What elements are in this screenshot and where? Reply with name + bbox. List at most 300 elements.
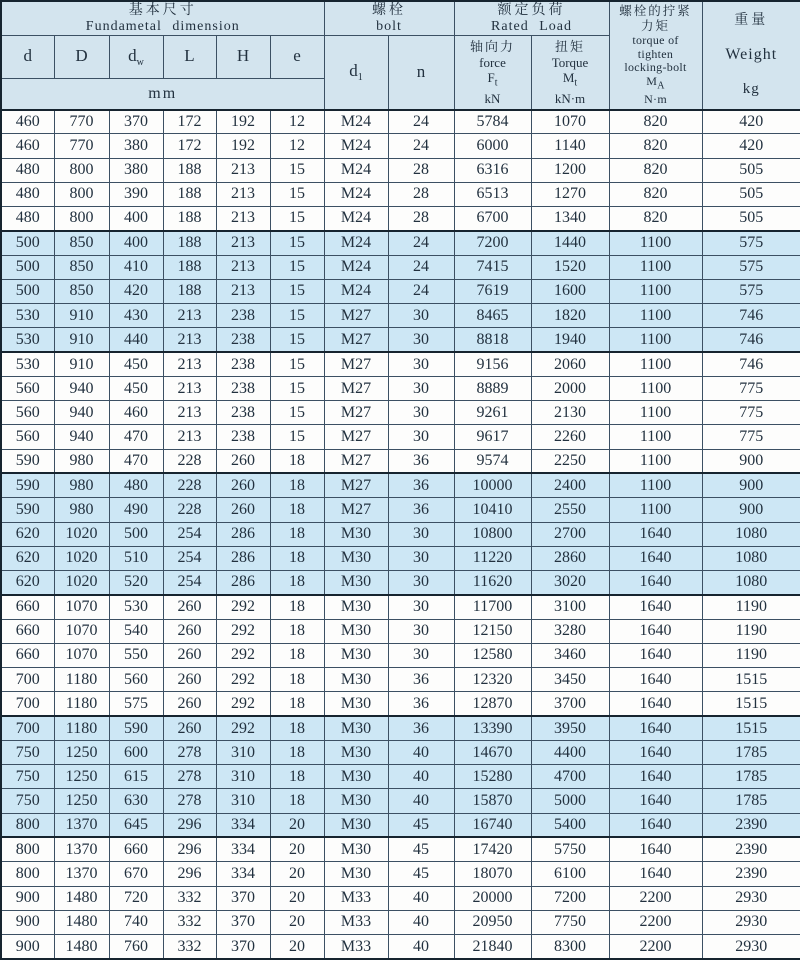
table-cell: 900 <box>702 473 800 497</box>
table-cell: 30 <box>388 304 454 328</box>
table-cell: 30 <box>388 376 454 400</box>
table-cell: 530 <box>109 595 163 619</box>
table-cell: 36 <box>388 668 454 692</box>
table-cell: 660 <box>1 643 54 667</box>
table-cell: 600 <box>109 740 163 764</box>
table-row <box>1 158 800 182</box>
table-cell: 420 <box>109 279 163 303</box>
table-cell: 1640 <box>609 595 702 619</box>
table-cell: 1070 <box>54 643 109 667</box>
table-cell: 575 <box>702 231 800 255</box>
table-cell: M33 <box>324 886 388 910</box>
table-cell: 8889 <box>454 376 531 400</box>
table-cell: 750 <box>1 765 54 789</box>
table-cell: 770 <box>54 134 109 158</box>
table-cell: 40 <box>388 935 454 959</box>
table-cell: 10800 <box>454 522 531 546</box>
table-row <box>1 473 800 497</box>
table-cell: M30 <box>324 716 388 740</box>
table-cell: 980 <box>54 473 109 497</box>
table-cell: 380 <box>109 134 163 158</box>
table-cell: 1100 <box>609 401 702 425</box>
table-cell: 238 <box>216 304 270 328</box>
table-cell: 980 <box>54 498 109 522</box>
table-cell: 450 <box>109 352 163 376</box>
table-cell: 2930 <box>702 935 800 959</box>
table-cell: 213 <box>216 207 270 231</box>
table-cell: 213 <box>216 255 270 279</box>
table-row <box>1 765 800 789</box>
table-cell: 12870 <box>454 692 531 716</box>
table-cell: 2200 <box>609 935 702 959</box>
table-cell: 700 <box>1 692 54 716</box>
table-cell: 228 <box>163 498 216 522</box>
header-basic-zh: 基本尺寸 <box>128 3 197 18</box>
table-cell: 1640 <box>609 740 702 764</box>
table-cell: 645 <box>109 813 163 837</box>
table-cell: 940 <box>54 425 109 449</box>
table-cell: 254 <box>163 571 216 595</box>
table-cell: 1640 <box>609 862 702 886</box>
table-cell: 560 <box>1 401 54 425</box>
table-cell: 15 <box>270 231 324 255</box>
table-cell: 30 <box>388 522 454 546</box>
table-cell: 28 <box>388 158 454 182</box>
table-row <box>1 837 800 861</box>
table-cell: 188 <box>163 182 216 206</box>
table-cell: M30 <box>324 765 388 789</box>
table-cell: 1640 <box>609 668 702 692</box>
table-cell: 172 <box>163 110 216 134</box>
weight-unit: kg <box>742 80 760 97</box>
table-cell: 192 <box>216 134 270 158</box>
locking-zh-line1: 螺栓的拧紧 <box>619 4 692 19</box>
table-cell: 11620 <box>454 571 531 595</box>
table-cell: 850 <box>54 255 109 279</box>
table-cell: 746 <box>702 304 800 328</box>
table-cell: 188 <box>163 231 216 255</box>
table-cell: 746 <box>702 352 800 376</box>
table-cell: 20 <box>270 935 324 959</box>
table-cell: 14670 <box>454 740 531 764</box>
table-cell: M30 <box>324 595 388 619</box>
table-cell: M27 <box>324 449 388 473</box>
table-cell: 1480 <box>54 910 109 934</box>
table-row <box>1 910 800 934</box>
table-cell: 3100 <box>531 595 609 619</box>
table-cell: 10000 <box>454 473 531 497</box>
table-row <box>1 789 800 813</box>
table-cell: 900 <box>1 886 54 910</box>
table-cell: 18 <box>270 765 324 789</box>
table-cell: 213 <box>163 352 216 376</box>
table-cell: 820 <box>609 158 702 182</box>
table-cell: 228 <box>163 473 216 497</box>
table-cell: 530 <box>1 352 54 376</box>
table-cell: 620 <box>1 546 54 570</box>
locking-zh-line2: 力矩 <box>641 19 671 34</box>
table-cell: 910 <box>54 328 109 352</box>
table-cell: 45 <box>388 837 454 861</box>
table-cell: 1515 <box>702 692 800 716</box>
table-cell: 2000 <box>531 376 609 400</box>
table-cell: 480 <box>1 207 54 231</box>
table-cell: 292 <box>216 643 270 667</box>
table-cell: 12 <box>270 134 324 158</box>
table-cell: 40 <box>388 910 454 934</box>
table-cell: 36 <box>388 692 454 716</box>
table-cell: 775 <box>702 401 800 425</box>
header-group-rated-load <box>454 1 609 36</box>
table-cell: 5000 <box>531 789 609 813</box>
locking-unit: N·m <box>644 91 667 106</box>
table-cell: 1440 <box>531 231 609 255</box>
table-cell: 332 <box>163 910 216 934</box>
table-cell: 16740 <box>454 813 531 837</box>
table-cell: 30 <box>388 352 454 376</box>
table-cell: M30 <box>324 522 388 546</box>
header-load-en: Rated Load <box>491 19 572 34</box>
table-cell: M27 <box>324 401 388 425</box>
table-cell: 18 <box>270 716 324 740</box>
table-cell: 238 <box>216 352 270 376</box>
table-cell: 1070 <box>531 110 609 134</box>
table-cell: 15 <box>270 401 324 425</box>
table-cell: 510 <box>109 546 163 570</box>
table-cell: 20 <box>270 862 324 886</box>
table-cell: 286 <box>216 546 270 570</box>
table-cell: 24 <box>388 231 454 255</box>
table-cell: 505 <box>702 207 800 231</box>
table-row <box>1 522 800 546</box>
table-cell: 30 <box>388 546 454 570</box>
table-cell: 15 <box>270 352 324 376</box>
table-cell: 370 <box>216 935 270 959</box>
table-cell: 1640 <box>609 619 702 643</box>
table-cell: 2390 <box>702 862 800 886</box>
table-cell: 2250 <box>531 449 609 473</box>
table-row <box>1 182 800 206</box>
table-cell: 8300 <box>531 935 609 959</box>
table-cell: 820 <box>609 110 702 134</box>
header-load-zh: 额定负荷 <box>497 3 566 18</box>
table-cell: 750 <box>1 740 54 764</box>
table-cell: M24 <box>324 231 388 255</box>
table-cell: 746 <box>702 328 800 352</box>
table-cell: 400 <box>109 231 163 255</box>
table-cell: 1080 <box>702 571 800 595</box>
table-cell: 213 <box>163 425 216 449</box>
header-col-torque <box>531 36 609 110</box>
table-cell: 1100 <box>609 231 702 255</box>
table-cell: 910 <box>54 304 109 328</box>
table-cell: 820 <box>609 182 702 206</box>
table-cell: 2130 <box>531 401 609 425</box>
table-cell: 1100 <box>609 304 702 328</box>
table-cell: 5750 <box>531 837 609 861</box>
table-row <box>1 401 800 425</box>
table-cell: 660 <box>109 837 163 861</box>
table-cell: 560 <box>1 425 54 449</box>
table-cell: M30 <box>324 789 388 813</box>
table-cell: 238 <box>216 401 270 425</box>
table-cell: 213 <box>163 401 216 425</box>
table-cell: M33 <box>324 935 388 959</box>
table-cell: 286 <box>216 571 270 595</box>
table-cell: 278 <box>163 789 216 813</box>
table-cell: 1640 <box>609 789 702 813</box>
table-cell: 18 <box>270 740 324 764</box>
table-cell: 500 <box>1 255 54 279</box>
table-cell: 470 <box>109 449 163 473</box>
table-cell: 550 <box>109 643 163 667</box>
table-cell: 440 <box>109 328 163 352</box>
table-cell: 12 <box>270 110 324 134</box>
table-row <box>1 716 800 740</box>
table-cell: 18 <box>270 449 324 473</box>
table-cell: 460 <box>1 134 54 158</box>
table-cell: 30 <box>388 643 454 667</box>
table-cell: 36 <box>388 473 454 497</box>
table-row <box>1 862 800 886</box>
torque-en: Torque <box>551 54 589 70</box>
table-cell: 1480 <box>54 935 109 959</box>
table-cell: 480 <box>1 158 54 182</box>
header-basic-en: Fundametal dimension <box>85 19 240 34</box>
table-cell: M30 <box>324 862 388 886</box>
table-cell: 172 <box>163 134 216 158</box>
table-cell: 615 <box>109 765 163 789</box>
table-cell: 1070 <box>54 595 109 619</box>
table-cell: 700 <box>1 716 54 740</box>
table-cell: 20 <box>270 813 324 837</box>
table-cell: 188 <box>163 255 216 279</box>
table-cell: 1640 <box>609 571 702 595</box>
header-group-basic-dimension <box>1 1 324 36</box>
table-cell: 390 <box>109 182 163 206</box>
table-cell: M24 <box>324 134 388 158</box>
table-cell: 800 <box>1 813 54 837</box>
table-cell: 1250 <box>54 765 109 789</box>
table-cell: 6513 <box>454 182 531 206</box>
table-cell: 1020 <box>54 546 109 570</box>
table-cell: 292 <box>216 692 270 716</box>
table-cell: 30 <box>388 425 454 449</box>
table-cell: 590 <box>109 716 163 740</box>
table-cell: 18 <box>270 473 324 497</box>
table-cell: 530 <box>1 328 54 352</box>
table-cell: 410 <box>109 255 163 279</box>
table-cell: 45 <box>388 813 454 837</box>
table-cell: 380 <box>109 158 163 182</box>
table-cell: 13390 <box>454 716 531 740</box>
table-row <box>1 668 800 692</box>
table-cell: 1190 <box>702 619 800 643</box>
table-cell: 18 <box>270 522 324 546</box>
table-cell: 750 <box>1 789 54 813</box>
table-cell: 775 <box>702 376 800 400</box>
table-cell: 292 <box>216 619 270 643</box>
table-cell: 192 <box>216 110 270 134</box>
table-cell: 12320 <box>454 668 531 692</box>
table-cell: 2200 <box>609 886 702 910</box>
table-cell: 1640 <box>609 692 702 716</box>
table-cell: 213 <box>163 376 216 400</box>
table-cell: 1250 <box>54 740 109 764</box>
table-cell: 40 <box>388 740 454 764</box>
table-cell: 292 <box>216 668 270 692</box>
header-bolt-en: bolt <box>376 19 402 34</box>
table-cell: 980 <box>54 449 109 473</box>
table-row <box>1 595 800 619</box>
table-cell: 188 <box>163 207 216 231</box>
table-cell: 286 <box>216 522 270 546</box>
table-row <box>1 571 800 595</box>
table-cell: M24 <box>324 207 388 231</box>
table-cell: 213 <box>163 328 216 352</box>
table-cell: 2550 <box>531 498 609 522</box>
table-cell: 1100 <box>609 328 702 352</box>
table-cell: 18 <box>270 571 324 595</box>
table-cell: 660 <box>1 619 54 643</box>
table-cell: M30 <box>324 668 388 692</box>
table-cell: 460 <box>1 110 54 134</box>
table-cell: 2930 <box>702 886 800 910</box>
table-row <box>1 813 800 837</box>
table-cell: 590 <box>1 498 54 522</box>
table-cell: 370 <box>109 110 163 134</box>
table-cell: 1100 <box>609 425 702 449</box>
table-cell: 24 <box>388 279 454 303</box>
table-cell: 1270 <box>531 182 609 206</box>
table-cell: 334 <box>216 837 270 861</box>
table-cell: 188 <box>163 279 216 303</box>
table-cell: 2400 <box>531 473 609 497</box>
table-cell: 20000 <box>454 886 531 910</box>
table-row <box>1 643 800 667</box>
force-en: force <box>479 54 506 70</box>
table-cell: 30 <box>388 401 454 425</box>
table-cell: 575 <box>109 692 163 716</box>
table-cell: 30 <box>388 571 454 595</box>
table-cell: 1190 <box>702 595 800 619</box>
table-cell: M24 <box>324 279 388 303</box>
table-cell: 24 <box>388 134 454 158</box>
table-cell: 260 <box>163 668 216 692</box>
table-cell: 254 <box>163 546 216 570</box>
table-cell: 28 <box>388 207 454 231</box>
table-cell: 24 <box>388 110 454 134</box>
header-col-d1: $d_1$ <box>324 36 388 110</box>
table-cell: 500 <box>109 522 163 546</box>
torque-symbol: $M_t$ <box>562 70 578 89</box>
table-cell: 1520 <box>531 255 609 279</box>
table-header <box>1 1 800 110</box>
table-row <box>1 328 800 352</box>
table-cell: 6100 <box>531 862 609 886</box>
table-cell: 15 <box>270 255 324 279</box>
table-cell: 15 <box>270 182 324 206</box>
table-cell: 1100 <box>609 352 702 376</box>
table-cell: 2260 <box>531 425 609 449</box>
table-cell: 17420 <box>454 837 531 861</box>
table-cell: 18 <box>270 546 324 570</box>
table-cell: 800 <box>1 837 54 861</box>
table-cell: 1100 <box>609 449 702 473</box>
table-cell: 30 <box>388 595 454 619</box>
table-cell: 1180 <box>54 716 109 740</box>
header-col-n: n <box>388 36 454 110</box>
table-cell: 1640 <box>609 546 702 570</box>
table-cell: M30 <box>324 546 388 570</box>
table-cell: 310 <box>216 789 270 813</box>
table-cell: 775 <box>702 425 800 449</box>
table-cell: 1180 <box>54 692 109 716</box>
header-col-d: d <box>1 36 54 79</box>
table-cell: 1100 <box>609 255 702 279</box>
table-cell: 292 <box>216 716 270 740</box>
table-cell: 940 <box>54 376 109 400</box>
table-cell: 7200 <box>531 886 609 910</box>
table-cell: 1640 <box>609 522 702 546</box>
table-cell: 260 <box>163 692 216 716</box>
torque-zh: 扭矩 <box>555 38 586 54</box>
table-cell: 820 <box>609 134 702 158</box>
table-cell: 1940 <box>531 328 609 352</box>
table-cell: 505 <box>702 182 800 206</box>
table-cell: 260 <box>216 473 270 497</box>
table-cell: 5400 <box>531 813 609 837</box>
table-cell: 296 <box>163 837 216 861</box>
table-cell: 660 <box>1 595 54 619</box>
table-cell: 370 <box>216 910 270 934</box>
table-row <box>1 498 800 522</box>
table-cell: 1100 <box>609 473 702 497</box>
table-cell: M30 <box>324 837 388 861</box>
table-row <box>1 304 800 328</box>
table-cell: 1080 <box>702 546 800 570</box>
table-cell: 213 <box>216 158 270 182</box>
torque-unit: kN·m <box>554 91 586 107</box>
header-col-locking-torque <box>609 1 702 110</box>
table-cell: 1070 <box>54 619 109 643</box>
table-cell: 20950 <box>454 910 531 934</box>
table-cell: 260 <box>163 643 216 667</box>
table-cell: 1100 <box>609 498 702 522</box>
table-row <box>1 279 800 303</box>
table-cell: 820 <box>609 207 702 231</box>
table-cell: 1640 <box>609 765 702 789</box>
table-cell: 20 <box>270 886 324 910</box>
table-cell: 590 <box>1 449 54 473</box>
table-cell: 670 <box>109 862 163 886</box>
table-cell: 3020 <box>531 571 609 595</box>
table-cell: M30 <box>324 692 388 716</box>
table-cell: M24 <box>324 110 388 134</box>
table-body <box>1 110 800 960</box>
table-cell: 11220 <box>454 546 531 570</box>
locking-en-line2: tighten <box>637 46 674 61</box>
table-cell: 3460 <box>531 643 609 667</box>
table-row <box>1 886 800 910</box>
table-cell: 420 <box>702 110 800 134</box>
table-cell: 213 <box>216 231 270 255</box>
table-cell: 575 <box>702 279 800 303</box>
table-cell: 900 <box>702 449 800 473</box>
table-cell: 1785 <box>702 740 800 764</box>
table-cell: 720 <box>109 886 163 910</box>
header-col-dw: $d_w$ <box>109 36 163 79</box>
